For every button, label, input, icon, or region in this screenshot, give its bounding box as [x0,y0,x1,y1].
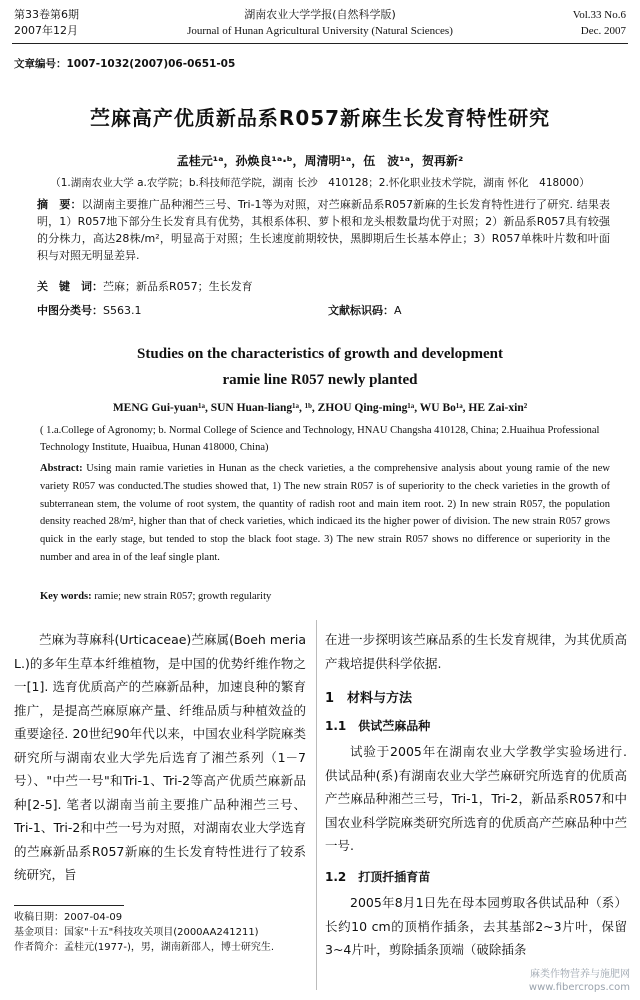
body-right-intro: 在进一步探明该苎麻品系的生长发育规律，为其优质高产栽培提供科学依据. [325,632,627,671]
affiliation-cn: （1.湖南农业大学 a.农学院；b.科技师范学院，湖南 长沙 410128；2.怀化职业技术学院，湖南 怀化 418000） [50,177,590,189]
keywords-cn-label: 关 键 词： [37,280,103,293]
section-1-2-paragraph: 2005年8月1日先在母本园剪取各供试品种（系）长约10 cm的顶梢作插条，去其基部2~3片叶，保留3~4片叶，剪除插条顶端（破除插条 [325,895,627,957]
clc-label: 中图分类号： [37,304,103,317]
title-cn: 苎麻高产优质新品系R057新麻生长发育特性研究 [89,106,551,130]
affiliation-en: ( 1.a.College of Agronomy; b. Normal College of Science and Technology, HNAU Changsha 410128, China; 2.Huaihua Professional Technology Institute, Huaibua, Hunan 418000, China) [40,425,600,453]
authors-cn: 孟桂元¹ᵃ，孙焕良¹ᵃ·ᵇ，周清明¹ᵃ，伍 波¹ᵃ，贺再新² [176,154,464,168]
header-volume-cn: 第33卷第6期 [14,8,79,21]
doc-code-line [328,302,402,319]
abstract-cn-text: 以湖南主要推广品种湘苎三号、Tri-1等为对照，对苎麻新品系R057新麻的生长发育特性进行了研究. 结果表明，1）R057地下部分生长发育具有优势，其根系体积、萝卜根和龙头根数量均优于对照；2）新品系R057具有较强的分株力，高达28株/m²，明显高于对照；生长速度前期较快，黑脚期后生长基本停止；3）R057单株叶片数和叶面积与对照无明显差异. [37,198,611,262]
authors-en: MENG Gui-yuan¹ᵃ, SUN Huan-liang¹ᵃ, ¹ᵇ, ZHOU Qing-ming¹ᵃ, WU Bo¹ᵃ, HE Zai-xin² [112,402,528,414]
section-1-1-heading: 1.1 供试苎麻品种 [325,718,431,733]
section-1-1-paragraph: 试验于2005年在湖南农业大学教学实验场进行. 供试品种(系)有湖南农业大学苎麻研究所选育的优质高产苎麻品种湘苎三号，Tri-1，Tri-2，新品系R057和中国农业科学院麻类研究所选育的优质高产苎麻品种中苎一号. [325,744,627,853]
clc-line [37,302,610,319]
title-en-line1: Studies on the characteristics of growth and development [137,346,503,362]
watermark [529,968,630,994]
keywords-en-text: ramie; new strain R057; growth regularity [91,591,272,602]
body-left-paragraph: 苎麻为荨麻科(Urticaceae)苎麻属(Boeh meria L.)的多年生草本纤维植物，是中国的优势纤维作物之一[1]. 选育优质高产的苎麻新品种，加速良种的繁育推广，是提高苎麻原麻产量、纤维品质与种植效益的重要途径. 20世纪90年代以来，中国农业科学院麻类研究所与湖南农业大学先后选育了湘苎系列（1－7号）、"中苎一号"和Tri-1、Tri-2等高产优质苎麻新品种[2-5]. 笔者以湖南当前主要推广品种湘苎三号、Tri-1、Tri-2和中苎一号为对照，对湖南农业大学选育的苎麻新品系R057新麻的生长发育特性进行了较系统研究，旨 [14,632,306,882]
title-en-line2: ramie line R057 newly planted [222,372,418,388]
abstract-cn-label: 摘 要： [37,198,82,211]
column-divider [316,620,317,990]
doc-code-value: A [394,304,402,317]
doc-code-label: 文献标识码： [328,304,394,317]
keywords-en [40,588,610,606]
article-number: 文章编号：1007-1032(2007)06-0651-05 [14,58,236,70]
keywords-en-label: Key words: [40,591,92,602]
footnote-fund: 基金项目：国家"十五"科技攻关项目(2000AA241211) [14,927,259,938]
title-en [0,341,640,393]
abstract-en-text: Using main ramie varieties in Hunan as the check varieties, a the comprehensive analysis about young ramie of the new variety R057 was conducted.The studies showed that, 1) The new strain R057 is of superiority to the check varieties in the growth of subterranean stem, the volume of root system, the quantity of radish root and main item root. 2) In new strain R057, the population density reached 28/m², higher than that of check varieties, which indicaed its the higher power of division. The new strain R057 grows quick in the early stage, but tended to stop the black foot stage. 3) The new strain R057 shows no difference or superiority in the number and area in of the leaf single plant. [40,463,610,563]
watermark-cn: 麻类作物营养与施肥网 [530,969,630,980]
footnote-author-bio: 作者简介：孟桂元(1977-)，男，湖南新邵人，博士研究生. [14,942,275,953]
header-rule [12,43,628,44]
header-journal-cn: 湖南农业大学学报(自然科学版) [244,8,396,21]
keywords-cn [37,278,610,295]
abstract-en-label: Abstract: [40,463,83,474]
keywords-cn-text: 苎麻；新品系R057；生长发育 [103,280,253,293]
header-date-en: Dec. 2007 [580,25,626,37]
clc-value: S563.1 [103,304,142,317]
header-volume-en: Vol.33 No.6 [572,9,626,21]
section-1-heading: 1 材料与方法 [325,691,413,706]
footnotes [14,910,306,955]
abstract-en [40,460,610,567]
abstract-cn [37,196,610,264]
body-right [325,628,627,962]
footnote-rule [14,905,124,906]
watermark-en: www.fibercrops.com [528,982,630,993]
section-1-2-heading: 1.2 打顶扦插育苗 [325,869,431,884]
header-date-cn: 2007年12月 [14,24,78,37]
footnote-received: 收稿日期：2007-04-09 [14,912,123,923]
header-journal-en: Journal of Hunan Agricultural University (Natural Sciences) [187,25,453,37]
